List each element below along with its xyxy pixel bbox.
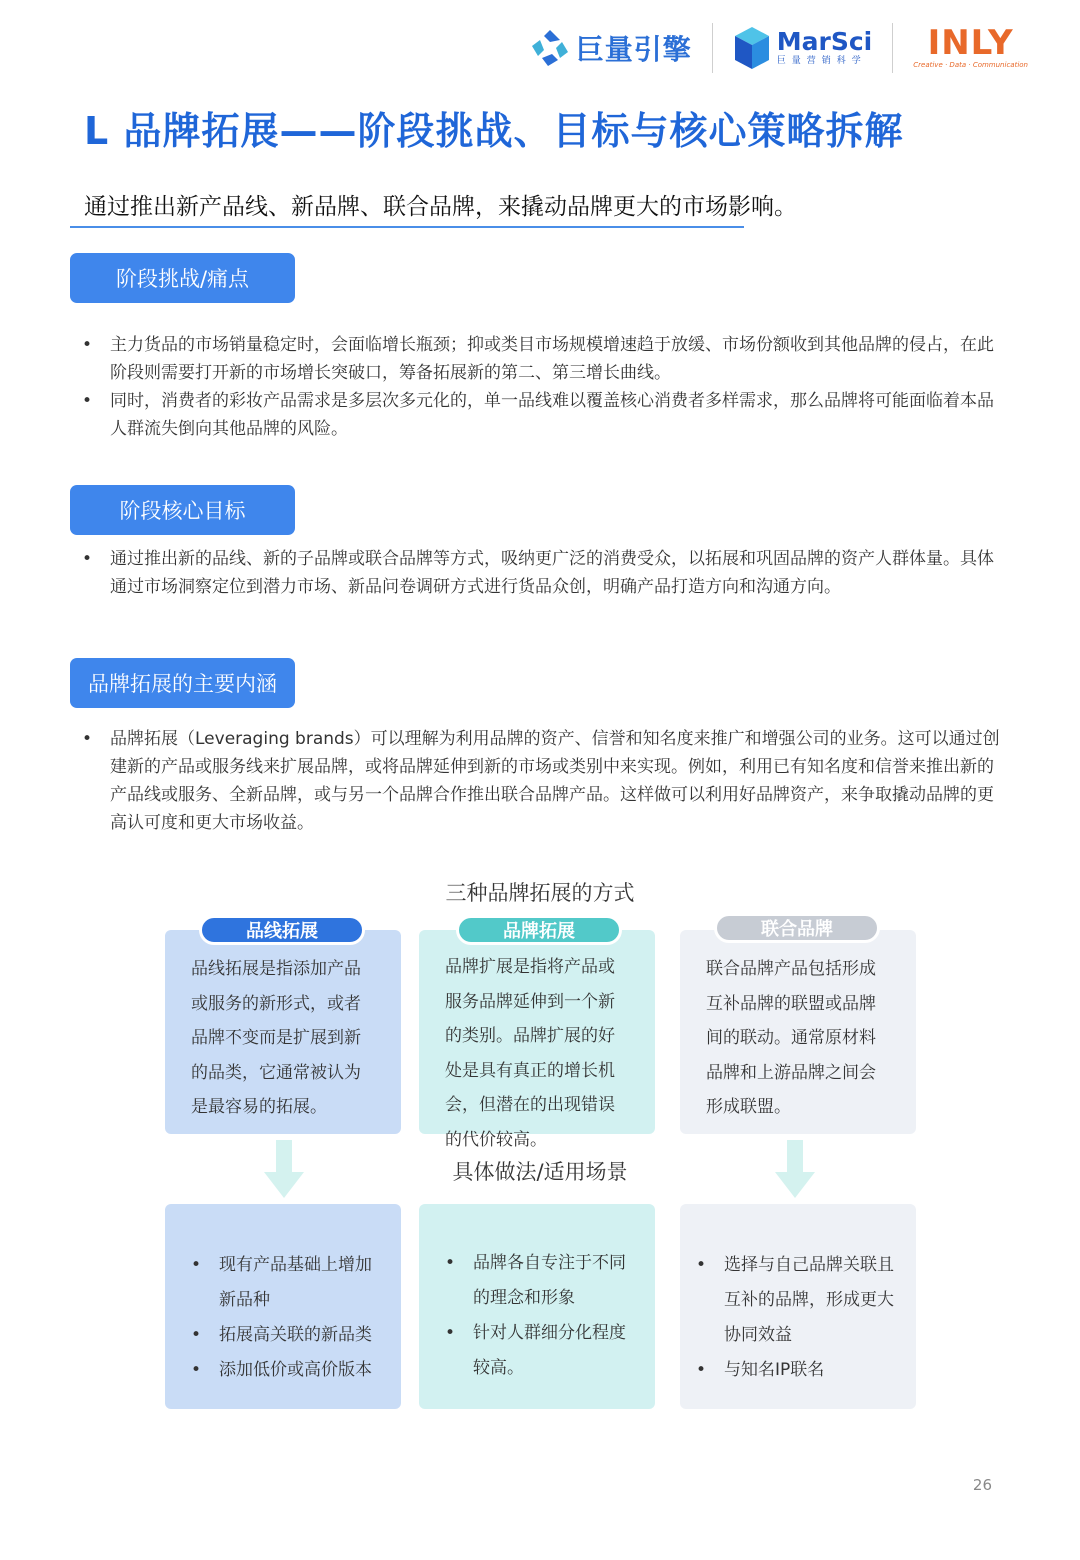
subtitle-underline (70, 226, 744, 228)
list-item: • 选择与自己品牌关联且互补的品牌，形成更大协同效益 (696, 1248, 896, 1353)
pill-co-branding: 联合品牌 (714, 913, 880, 943)
marsci-logo-text: MarSci (776, 27, 873, 56)
page-subtitle: 通过推出新产品线、新品牌、联合品牌，来撬动品牌更大的市场影响。 (84, 194, 797, 220)
card-description: 品牌扩展是指将产品或服务品牌延伸到一个新的类别。品牌扩展的好处是具有真正的增长机会，但潜在的出现错误的代价较高。 (445, 957, 615, 1150)
marsci-logo-icon (733, 25, 771, 71)
logo-divider (892, 23, 893, 73)
card-description: 品线拓展是指添加产品或服务的新形式，或者品牌不变而是扩展到新的品类，它通常被认为是最容易的拓展。 (191, 959, 361, 1117)
practice-list (696, 1248, 896, 1388)
practice-card-brand-extension (419, 1204, 655, 1409)
diagram-middle-label: 具体做法/适用场景 (452, 1160, 628, 1184)
meaning-list (82, 725, 1002, 837)
practice-card-line-extension (165, 1204, 401, 1409)
diagram-title: 三种品牌拓展的方式 (445, 881, 635, 905)
list-item: • 同时，消费者的彩妆产品需求是多层次多元化的，单一品线难以覆盖核心消费者多样需求，那么品牌将可能面临着本品人群流失倒向其他品牌的风险。 (82, 387, 1002, 443)
logo-divider (712, 23, 713, 73)
list-item: • 现有产品基础上增加新品种 (191, 1248, 387, 1318)
juliang-logo-text: 巨量引擎 (575, 33, 692, 66)
goals-list (82, 545, 1002, 601)
card-description: 联合品牌产品包括形成互补品牌的联盟或品牌间的联动。通常原材料品牌和上游品牌之间会形成联盟。 (706, 959, 876, 1117)
marsci-logo-subtext: 巨量营销科学 (776, 56, 867, 66)
list-item: • 针对人群细分化程度较高。 (445, 1316, 641, 1386)
pill-brand-extension: 品牌拓展 (456, 915, 622, 945)
page-title: L 品牌拓展——阶段挑战、目标与核心策略拆解 (84, 109, 904, 153)
card-line-extension (165, 930, 401, 1134)
list-item: • 主力货品的市场销量稳定时，会面临增长瓶颈；抑或类目市场规模增速趋于放缓、市场份额收到其他品牌的侵占，在此阶段则需要打开新的市场增长突破口，筹备拓展新的第二、第三增长曲线。 (82, 331, 1002, 387)
card-co-branding (680, 930, 916, 1134)
practice-card-co-branding (680, 1204, 916, 1409)
practice-list (191, 1248, 387, 1388)
header-logos (530, 22, 1028, 74)
page-number: 26 (972, 1476, 992, 1494)
list-item: • 通过推出新的品线、新的子品牌或联合品牌等方式，吸纳更广泛的消费受众，以拓展和巩固品牌的资产人群体量。具体通过市场洞察定位到潜力市场、新品问卷调研方式进行货品众创，明确产品打造方向和沟通方向。 (82, 545, 1002, 601)
marsci-logo (733, 25, 872, 71)
pill-line-extension: 品线拓展 (199, 915, 365, 945)
challenges-list (82, 331, 1002, 443)
card-brand-extension (419, 930, 655, 1150)
list-item: • 拓展高关联的新品类 (191, 1318, 387, 1353)
inly-logo-text: INLY (927, 23, 1014, 63)
list-item: • 品牌各自专注于不同的理念和形象 (445, 1246, 641, 1316)
juliang-logo (530, 28, 692, 68)
inly-logo-subtext: Creative · Data · Communication (913, 61, 1028, 69)
inly-logo (913, 23, 1028, 70)
list-item: • 添加低价或高价版本 (191, 1353, 387, 1388)
section-tag-goals: 阶段核心目标 (70, 485, 295, 535)
practice-list (445, 1246, 641, 1386)
juliang-logo-icon (530, 28, 570, 68)
section-tag-challenges: 阶段挑战/痛点 (70, 253, 295, 303)
list-item: • 与知名IP联名 (696, 1353, 896, 1388)
section-tag-meaning: 品牌拓展的主要内涵 (70, 658, 295, 708)
list-item: • 品牌拓展（Leveraging brands）可以理解为利用品牌的资产、信誉和知名度来推广和增强公司的业务。这可以通过创建新的产品或服务线来扩展品牌，或将品牌延伸到新的市场或类别中来实现。例如，利用已有知名度和信誉来推出新的产品线或服务、全新品牌，或与另一个品牌合作推出联合品牌产品。这样做可以利用好品牌资产，来争取撬动品牌的更高认可度和更大市场收益。 (82, 725, 1002, 837)
